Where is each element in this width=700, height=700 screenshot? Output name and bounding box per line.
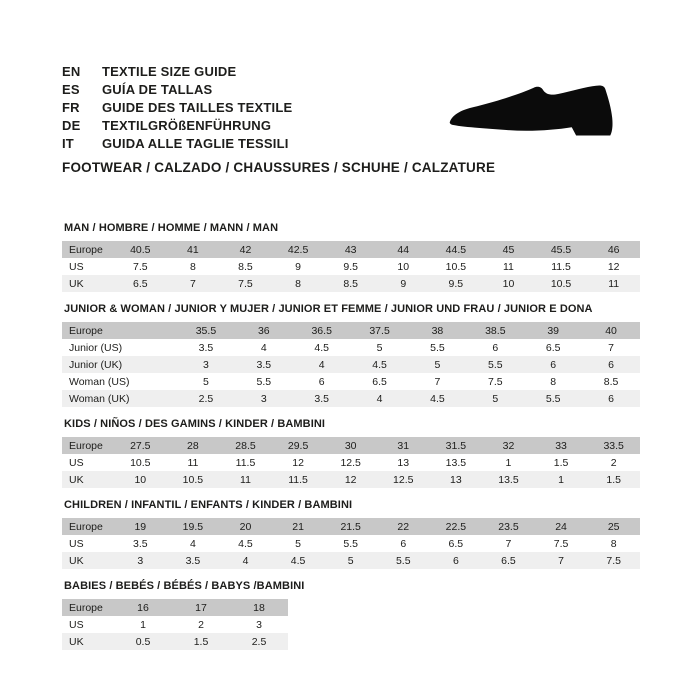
size-table-title: KIDS / NIÑOS / DES GAMINS / KINDER / BAMBINI (64, 418, 326, 430)
size-cell: 2 (610, 456, 617, 469)
size-cell: 19 (134, 520, 147, 533)
size-cell: 10.5 (445, 260, 467, 273)
size-cell: 41 (187, 243, 199, 256)
row-label: Europe (69, 324, 103, 337)
table-row (62, 616, 288, 633)
size-cell: 5.5 (488, 358, 503, 371)
size-cell: 11 (187, 456, 199, 469)
size-cell: 12.5 (393, 473, 414, 486)
row-label: Europe (69, 601, 103, 614)
language-label: TEXTILE SIZE GUIDE (102, 63, 237, 79)
size-cell: 4 (318, 358, 325, 371)
size-cell: 24 (555, 520, 567, 533)
size-cell: 6 (318, 375, 325, 388)
size-cell: 11.5 (551, 260, 571, 273)
size-cell: 2.5 (251, 635, 267, 648)
size-cell: 3 (256, 618, 262, 631)
size-cell: 4.5 (372, 358, 387, 371)
size-cell: 6 (608, 358, 614, 371)
table-row (62, 518, 640, 535)
size-cell: 6.5 (501, 554, 516, 567)
table-row (62, 454, 640, 471)
size-table (62, 322, 640, 407)
size-cell: 33.5 (603, 439, 624, 452)
size-cell: 7 (558, 554, 564, 567)
size-cell: 6 (550, 358, 557, 371)
size-cell: 2.5 (198, 392, 214, 405)
size-cell: 5.5 (343, 537, 358, 550)
size-cell: 5.5 (545, 392, 561, 405)
size-cell: 11 (503, 260, 514, 273)
size-cell: 37.5 (369, 324, 390, 337)
size-cell: 44 (397, 243, 410, 256)
size-cell: 12 (292, 456, 304, 469)
size-tables (62, 222, 640, 650)
size-cell: 45 (502, 243, 515, 256)
size-cell: 31 (397, 439, 410, 452)
table-row (62, 552, 640, 569)
size-cell: 7.5 (606, 554, 621, 567)
row-label: UK (69, 635, 84, 648)
table-row (62, 535, 640, 552)
language-code: ES (62, 81, 80, 97)
size-cell: 4.5 (314, 341, 329, 354)
size-cell: 6 (400, 537, 407, 550)
size-table (62, 437, 640, 488)
size-cell: 3.5 (132, 537, 148, 550)
size-cell: 46 (607, 243, 620, 256)
size-table-section (62, 222, 640, 292)
dress-shoe-icon (440, 76, 645, 154)
size-cell: 18 (253, 601, 265, 614)
size-cell: 38.5 (485, 324, 506, 337)
size-cell: 8.5 (343, 277, 358, 290)
size-table-title: MAN / HOMBRE / HOMME / MANN / MAN (64, 222, 279, 234)
size-cell: 31.5 (445, 439, 467, 452)
size-cell: 36.5 (311, 324, 332, 337)
size-cell: 5 (203, 375, 209, 388)
size-cell: 7 (189, 277, 196, 290)
row-label: UK (69, 473, 84, 486)
size-cell: 3.5 (198, 341, 214, 354)
size-cell: 5 (434, 358, 441, 371)
row-label: Junior (US) (69, 341, 123, 354)
size-cell: 22.5 (445, 520, 467, 533)
size-cell: 4 (242, 554, 249, 567)
size-cell: 1.5 (193, 635, 209, 648)
size-cell: 11 (608, 277, 620, 290)
size-cell: 5 (492, 392, 499, 405)
table-row (62, 339, 640, 356)
size-cell: 28.5 (235, 439, 256, 452)
size-cell: 1.5 (606, 473, 621, 486)
row-label: Europe (69, 439, 103, 452)
language-code: DE (62, 117, 81, 133)
size-cell: 2 (198, 618, 204, 631)
size-cell: 8 (295, 277, 301, 290)
language-code: FR (62, 99, 80, 115)
size-cell: 13.5 (498, 473, 519, 486)
size-cell: 7.5 (238, 277, 253, 290)
size-cell: 8 (189, 260, 196, 273)
row-label: US (69, 456, 84, 469)
size-cell: 10 (134, 473, 147, 486)
size-cell: 3.5 (256, 358, 272, 371)
language-code: IT (62, 135, 74, 151)
size-cell: 11.5 (288, 473, 308, 486)
row-label: Woman (US) (69, 375, 130, 388)
size-cell: 5.5 (256, 375, 272, 388)
size-cell: 13 (450, 473, 462, 486)
size-cell: 35.5 (195, 324, 217, 337)
size-cell: 9.5 (448, 277, 464, 290)
size-cell: 4 (189, 537, 196, 550)
size-cell: 13.5 (445, 456, 467, 469)
size-cell: 27.5 (130, 439, 151, 452)
size-cell: 5.5 (430, 341, 445, 354)
size-cell: 12 (607, 260, 620, 273)
size-cell: 4 (376, 392, 383, 405)
row-label: US (69, 260, 84, 273)
size-cell: 10.5 (550, 277, 572, 290)
size-cell: 4.5 (430, 392, 445, 405)
size-cell: 4 (260, 341, 267, 354)
size-cell: 11.5 (235, 456, 256, 469)
size-cell: 3 (203, 358, 209, 371)
size-cell: 3.5 (185, 554, 201, 567)
size-cell: 6 (492, 341, 499, 354)
table-row (62, 356, 640, 373)
size-cell: 3.5 (314, 392, 329, 405)
table-row (62, 599, 288, 616)
size-cell: 10 (397, 260, 410, 273)
size-cell: 5 (347, 554, 354, 567)
size-cell: 10 (502, 277, 515, 290)
size-table-section (62, 499, 640, 569)
size-cell: 42 (239, 243, 252, 256)
size-cell: 1 (505, 456, 512, 469)
size-cell: 30 (344, 439, 357, 452)
size-cell: 33 (555, 439, 567, 452)
table-row (62, 258, 640, 275)
size-cell: 6.5 (132, 277, 148, 290)
size-cell: 4.5 (290, 554, 306, 567)
size-cell: 29.5 (287, 439, 309, 452)
table-row (62, 322, 640, 339)
size-cell: 9 (400, 277, 407, 290)
size-cell: 9.5 (343, 260, 358, 273)
language-label: GUÍA DE TALLAS (102, 81, 213, 97)
size-cell: 40 (605, 324, 617, 337)
size-cell: 7.5 (553, 537, 569, 550)
size-cell: 8.5 (603, 375, 619, 388)
size-cell: 42.5 (287, 243, 309, 256)
table-row (62, 241, 640, 258)
size-cell: 21.5 (340, 520, 361, 533)
size-cell: 7 (505, 537, 512, 550)
size-cell: 10.5 (130, 456, 151, 469)
size-table (62, 599, 288, 650)
table-row (62, 633, 288, 650)
size-cell: 12.5 (340, 456, 361, 469)
size-cell: 28 (187, 439, 199, 452)
row-label: US (69, 618, 84, 631)
size-cell: 22 (397, 520, 410, 533)
size-cell: 38 (431, 324, 444, 337)
size-cell: 5 (376, 341, 383, 354)
size-cell: 7.5 (132, 260, 148, 273)
size-table (62, 518, 640, 569)
size-table-section (62, 303, 640, 407)
size-table-title: JUNIOR & WOMAN / JUNIOR Y MUJER / JUNIOR ET FEMME / JUNIOR UND FRAU / JUNIOR E DONA (64, 303, 593, 315)
row-label: Junior (UK) (69, 358, 123, 371)
size-table-section (62, 580, 640, 650)
size-cell: 25 (607, 520, 620, 533)
language-label: GUIDE DES TAILLES TEXTILE (102, 99, 293, 115)
size-cell: 39 (547, 324, 560, 337)
size-cell: 44.5 (445, 243, 467, 256)
size-cell: 7 (434, 375, 441, 388)
size-cell: 8 (610, 537, 617, 550)
size-cell: 8.5 (238, 260, 253, 273)
size-cell: 6 (452, 554, 459, 567)
row-label: Woman (UK) (69, 392, 130, 405)
row-label: Europe (69, 520, 103, 533)
row-label: US (69, 537, 84, 550)
row-label: UK (69, 554, 84, 567)
size-cell: 23.5 (498, 520, 519, 533)
size-cell: 5 (295, 537, 301, 550)
row-label: Europe (69, 243, 103, 256)
size-cell: 19.5 (182, 520, 204, 533)
row-label: UK (69, 277, 84, 290)
size-cell: 17 (195, 601, 207, 614)
size-cell: 43 (344, 243, 357, 256)
size-cell: 7 (608, 341, 614, 354)
size-cell: 21 (292, 520, 304, 533)
size-cell: 3 (260, 392, 267, 405)
category-line: FOOTWEAR / CALZADO / CHAUSSURES / SCHUHE / CALZATURE (62, 160, 496, 175)
language-label: GUIDA ALLE TAGLIE TESSILI (102, 135, 289, 151)
size-table (62, 241, 640, 292)
size-cell: 8 (550, 375, 557, 388)
size-cell: 20 (239, 520, 252, 533)
size-cell: 7.5 (488, 375, 503, 388)
size-cell: 0.5 (135, 635, 151, 648)
table-row (62, 437, 640, 454)
size-cell: 9 (295, 260, 301, 273)
language-label: TEXTILGRÖßENFÜHRUNG (102, 117, 272, 133)
size-cell: 1.5 (553, 456, 569, 469)
size-cell: 1 (558, 473, 564, 486)
size-cell: 11 (240, 473, 251, 486)
size-cell: 6 (608, 392, 614, 405)
size-cell: 40.5 (130, 243, 151, 256)
size-cell: 6.5 (372, 375, 387, 388)
size-cell: 3 (137, 554, 144, 567)
language-code: EN (62, 63, 81, 79)
size-table-section (62, 418, 640, 488)
size-table-title: BABIES / BEBÉS / BÉBÉS / BABYS /BAMBINI (64, 580, 305, 592)
size-cell: 4.5 (238, 537, 253, 550)
table-row (62, 275, 640, 292)
size-cell: 5.5 (395, 554, 411, 567)
size-cell: 10.5 (182, 473, 204, 486)
size-cell: 32 (502, 439, 515, 452)
size-cell: 13 (397, 456, 410, 469)
size-cell: 36 (257, 324, 270, 337)
size-cell: 45.5 (550, 243, 572, 256)
size-table-title: CHILDREN / INFANTIL / ENFANTS / KINDER / BAMBINI (64, 499, 353, 511)
size-cell: 12 (344, 473, 357, 486)
size-cell: 6.5 (448, 537, 464, 550)
size-cell: 6.5 (545, 341, 561, 354)
size-cell: 16 (137, 601, 149, 614)
table-row (62, 471, 640, 488)
table-row (62, 373, 640, 390)
table-row (62, 390, 640, 407)
size-cell: 1 (140, 618, 146, 631)
